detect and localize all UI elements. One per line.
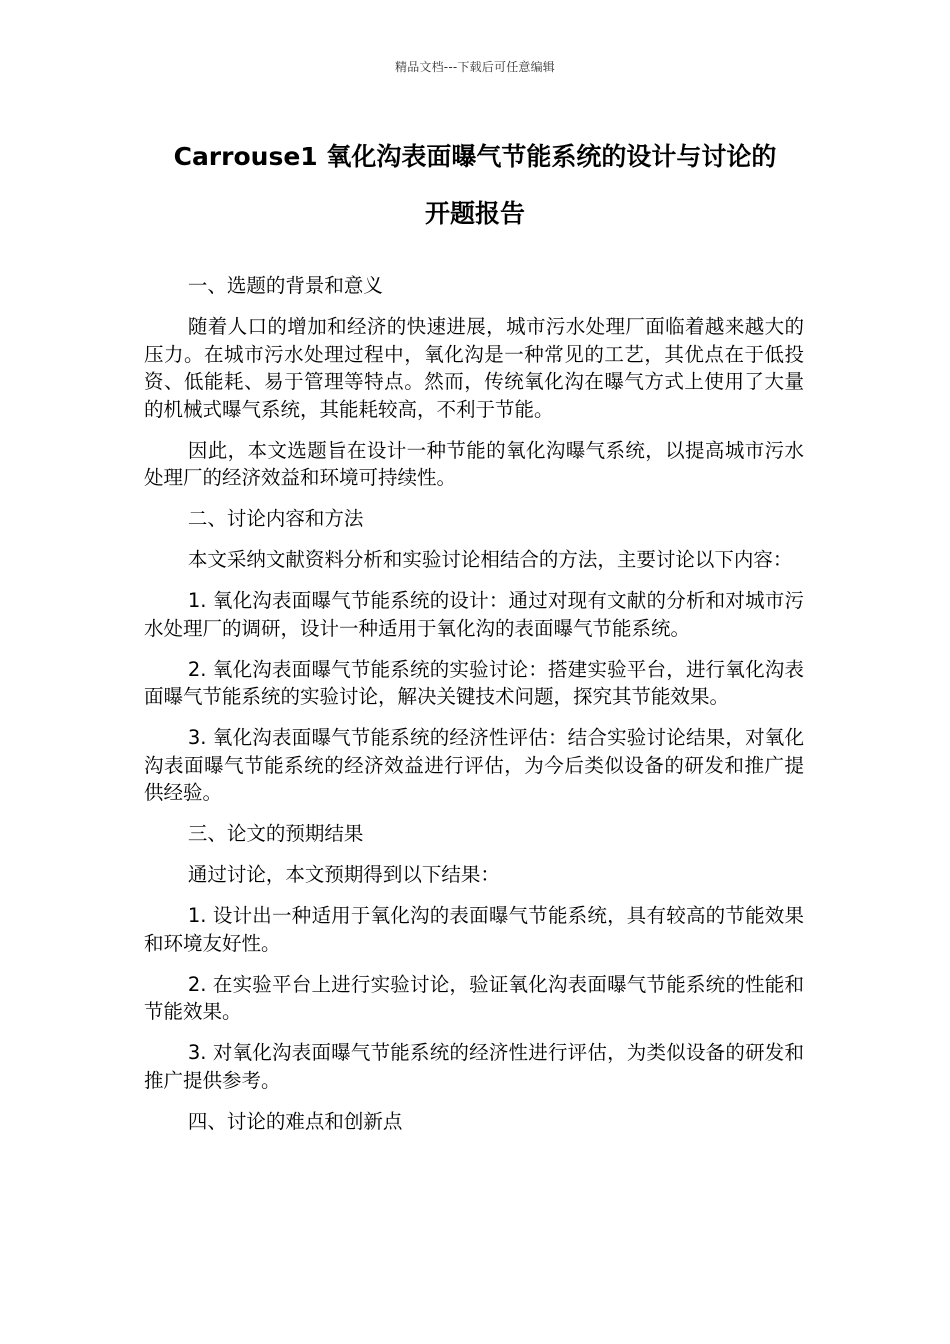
- section-heading-results: 三、论文的预期结果: [187, 822, 364, 845]
- list-item-results-2: 2. 在实验平台上进行实验讨论，验证氧化沟表面曝气节能系统的性能和节能效果。: [144, 972, 804, 1023]
- document-body: [144, 272, 804, 1149]
- list-item-methods-1: 1. 氧化沟表面曝气节能系统的设计：通过对现有文献的分析和对城市污水处理厂的调研，设计一种适用于氧化沟的表面曝气节能系统。: [144, 589, 804, 640]
- paragraph-background: 随着人口的增加和经济的快速进展，城市污水处理厂面临着越来越大的压力。在城市污水处理过程中，氧化沟是一种常见的工艺，其优点在于低投资、低能耗、易于管理等特点。然而，传统氧化沟在曝气方式上使用了大量的机械式曝气系统，其能耗较高，不利于节能。: [144, 315, 804, 421]
- paragraph-results-intro: 通过讨论，本文预期得到以下结果：: [187, 863, 500, 886]
- document-title-line-2: 开题报告: [424, 199, 525, 228]
- list-item-results-3: 3. 对氧化沟表面曝气节能系统的经济性进行评估，为类似设备的研发和推广提供参考。: [144, 1041, 804, 1092]
- section-heading-background: 一、选题的背景和意义: [187, 274, 383, 297]
- list-item-methods-2: 2. 氧化沟表面曝气节能系统的实验讨论：搭建实验平台，进行氧化沟表面曝气节能系统的实验讨论，解决关键技术问题，探究其节能效果。: [144, 657, 804, 708]
- header-note: 精品文档---下载后可任意编辑: [395, 60, 555, 74]
- list-item-results-1: 1. 设计出一种适用于氧化沟的表面曝气节能系统，具有较高的节能效果和环境友好性。: [144, 904, 804, 955]
- document-title-line-1: Carrouse1 氧化沟表面曝气节能系统的设计与讨论的: [173, 142, 777, 171]
- paragraph-methods-intro: 本文采纳文献资料分析和实验讨论相结合的方法，主要讨论以下内容：: [187, 548, 793, 571]
- section-heading-difficulties: 四、讨论的难点和创新点: [187, 1109, 403, 1133]
- list-item-methods-3: 3. 氧化沟表面曝气节能系统的经济性评估：结合实验讨论结果，对氧化沟表面曝气节能系统的经济效益进行评估，为今后类似设备的研发和推广提供经验。: [144, 726, 804, 804]
- paragraph-purpose: 因此，本文选题旨在设计一种节能的氧化沟曝气系统，以提高城市污水处理厂的经济效益和环境可持续性。: [144, 438, 804, 489]
- section-heading-methods: 二、讨论内容和方法: [187, 507, 364, 530]
